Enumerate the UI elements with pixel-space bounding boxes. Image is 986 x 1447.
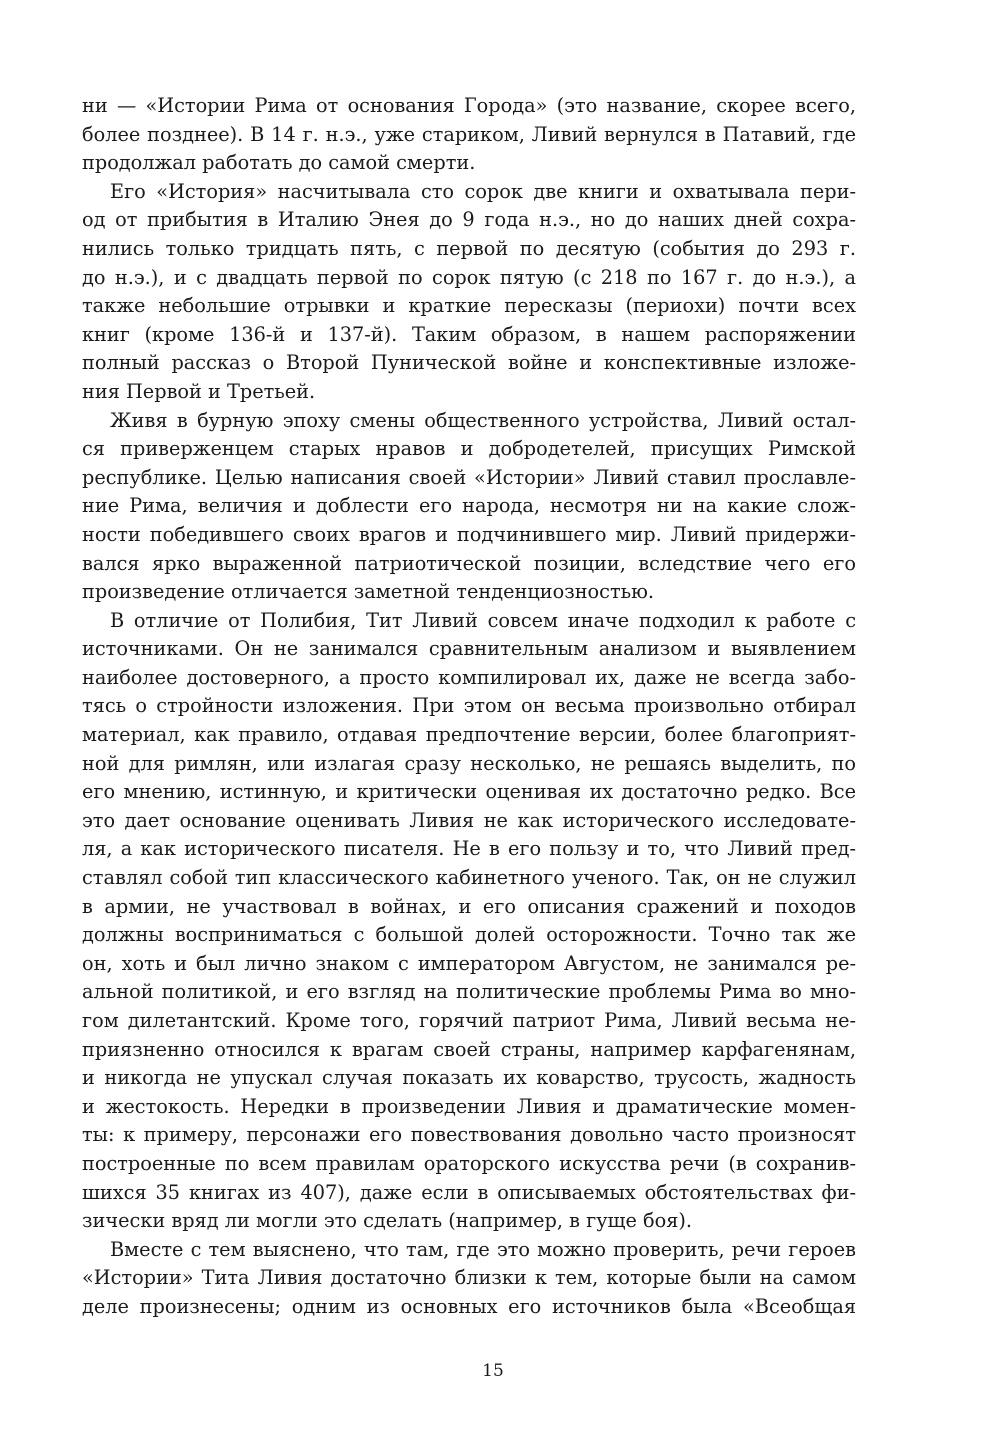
text-line: ной для римлян, или излагая сразу несколько, не решаясь выделить, по (82, 751, 856, 775)
text-line: материал, как правило, отдавая предпочтение версии, более благоприят- (82, 723, 856, 747)
text-line: наиболее достоверного, а просто компилировал их, даже не всегда забо- (82, 665, 856, 689)
text-line: в армии, не участвовал в войнах, и его описания сражений и походов (82, 894, 856, 918)
text-line: од от прибытия в Италию Энея до 9 года н.э., но до наших дней сохра- (82, 208, 856, 232)
text-line: приязненно относился к врагам своей страны, например карфагенянам, (82, 1037, 856, 1061)
body-text (82, 92, 856, 1322)
text-line: книг (кроме 136-й и 137-й). Таким образом, в нашем распоряжении (82, 322, 856, 346)
text-line: ставлял собой тип классического кабинетного ученого. Так, он не служил (82, 866, 856, 890)
text-line: зически вряд ли могли это сделать (например, в гуще боя). (82, 1209, 693, 1233)
text-line: более позднее). В 14 г. н.э., уже стариком, Ливий вернулся в Патавий, где (82, 122, 856, 146)
text-line: полный рассказ о Второй Пунической войне и конспективные изложе- (82, 351, 856, 375)
text-line: Вместе с тем выяснено, что там, где это можно проверить, речи героев (110, 1237, 856, 1261)
text-line: Живя в бурную эпоху смены общественного устройства, Ливий остал- (110, 408, 856, 432)
text-line: Его «История» насчитывала сто сорок две книги и охватывала пери- (110, 179, 856, 203)
text-line: он, хоть и был лично знаком с императором Августом, не занимался ре- (82, 951, 856, 975)
text-line: В отличие от Полибия, Тит Ливий совсем иначе подходил к работе с (110, 608, 856, 632)
text-line: альной политикой, и его взгляд на политические проблемы Рима во мно- (82, 980, 856, 1004)
text-line: республике. Целью написания своей «Истории» Ливий ставил прославле- (82, 465, 856, 489)
text-line: ности победившего своих врагов и подчинившего мир. Ливий придержи- (82, 522, 856, 546)
text-line: «Истории» Тита Ливия достаточно близки к тем, которые были на самом (82, 1266, 856, 1290)
text-line: ся приверженцем старых нравов и добродетелей, присущих Римской (82, 437, 856, 461)
text-line: источниками. Он не занимался сравнительным анализом и выявлением (82, 637, 856, 661)
text-line: тясь о стройности изложения. При этом он весьма произвольно отбирал (82, 694, 856, 718)
text-line: ни — «Истории Рима от основания Города» (это название, скорее всего, (82, 94, 856, 117)
text-line: произведение отличается заметной тенденциозностью. (82, 580, 655, 604)
text-line: гом дилетантский. Кроме того, горячий патриот Рима, Ливий весьма не- (82, 1009, 856, 1032)
text-line: вался ярко выраженной патриотической позиции, вследствие чего его (82, 551, 856, 575)
text-line: ния Первой и Третьей. (82, 379, 316, 403)
text-line: ние Рима, величия и доблести его народа, несмотря ни на какие слож- (82, 494, 856, 518)
text-line: деле произнесены; одним из основных его источников была «Всеобщая (82, 1294, 856, 1318)
text-line: и никогда не упускал случая показать их коварство, трусость, жадность (82, 1066, 856, 1090)
text-line: ты: к примеру, персонажи его повествования довольно часто произносят (82, 1123, 856, 1147)
text-line: построенные по всем правилам ораторского искусства речи (в сохранив- (82, 1151, 856, 1175)
text-line: до н.э.), и с двадцать первой по сорок пятую (с 218 по 167 г. до н.э.), а (82, 265, 856, 289)
page-number: 15 (482, 1361, 504, 1381)
text-line: это дает основание оценивать Ливия не как исторического исследовате- (82, 808, 856, 832)
text-line: должны восприниматься с большой долей осторожности. Точно так же (82, 923, 856, 947)
text-line: нились только тридцать пять, с первой по десятую (события до 293 г. (82, 236, 856, 260)
text-line: его мнению, истинную, и критически оценивая их достаточно редко. Все (82, 780, 856, 804)
text-line: продолжал работать до самой смерти. (82, 151, 476, 175)
text-line: ля, а как исторического писателя. Не в его пользу и то, что Ливий пред- (82, 837, 856, 861)
text-line: также небольшие отрывки и краткие пересказы (периохи) почти всех (82, 294, 856, 318)
text-line: и жестокость. Нередки в произведении Ливия и драматические момен- (82, 1094, 856, 1118)
text-line: шихся 35 книгах из 407), даже если в описываемых обстоятельствах фи- (82, 1180, 856, 1204)
